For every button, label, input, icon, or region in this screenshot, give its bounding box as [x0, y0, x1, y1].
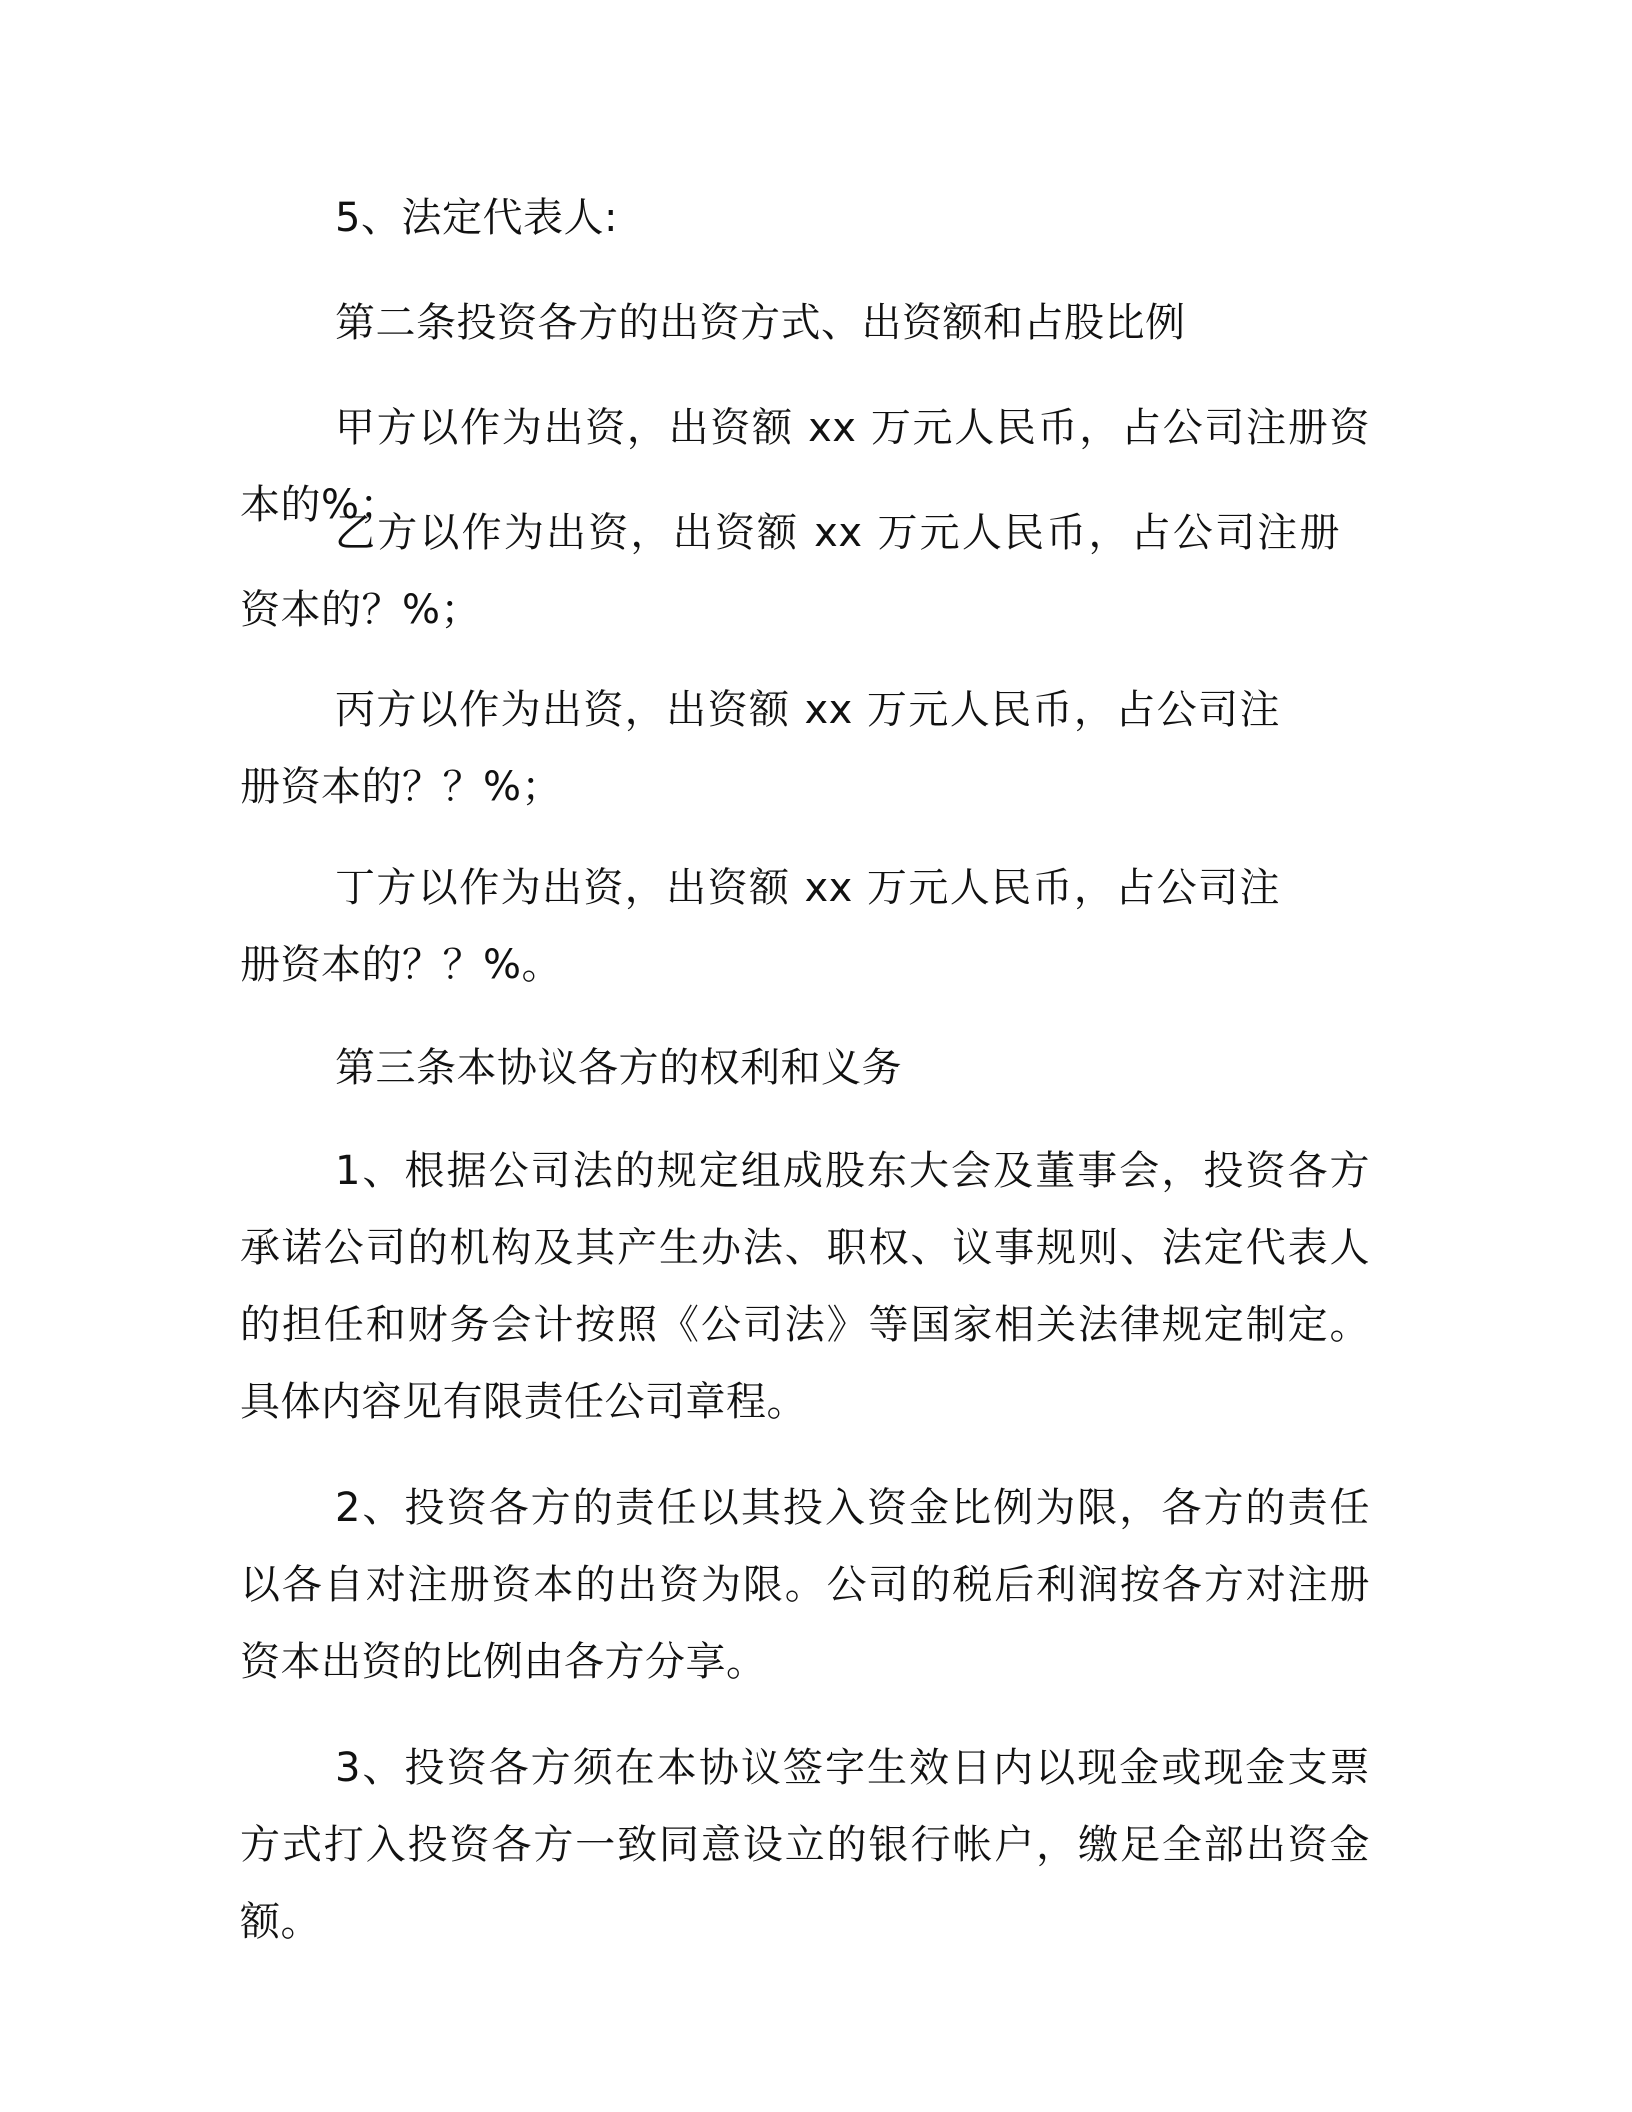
- paragraph-party-d: 丁方以作为出资，出资额 xx 万元人民币，占公司注册资本的？？%。: [240, 865, 1280, 988]
- paragraph-party-b: 乙方以作为出资，出资额 xx 万元人民币，占公司注册资本的？%；: [240, 510, 1340, 633]
- paragraph-clause-1: 1、根据公司法的规定组成股东大会及董事会，投资各方承诺公司的机构及其产生办法、职权、议事规则、法定代表人的担任和财务会计按照《公司法》等国家相关法律规定制定。具体内容见有限责任公司章程。: [240, 1148, 1370, 1425]
- heading-article-three: 第三条本协议各方的权利和义务: [335, 1045, 902, 1091]
- paragraph-legal-representative: 5、法定代表人:: [335, 195, 618, 241]
- paragraph-clause-3: 3、投资各方须在本协议签字生效日内以现金或现金支票方式打入投资各方一致同意设立的银行帐户，缴足全部出资金额。: [240, 1745, 1370, 1945]
- heading-article-two: 第二条投资各方的出资方式、出资额和占股比例: [335, 300, 1186, 346]
- paragraph-party-a: 甲方以作为出资，出资额 xx 万元人民币，占公司注册资本的%；: [240, 405, 1370, 528]
- paragraph-clause-2: 2、投资各方的责任以其投入资金比例为限，各方的责任以各自对注册资本的出资为限。公司的税后利润按各方对注册资本出资的比例由各方分享。: [240, 1485, 1370, 1685]
- paragraph-party-c: 丙方以作为出资，出资额 xx 万元人民币，占公司注册资本的？？%；: [240, 687, 1280, 810]
